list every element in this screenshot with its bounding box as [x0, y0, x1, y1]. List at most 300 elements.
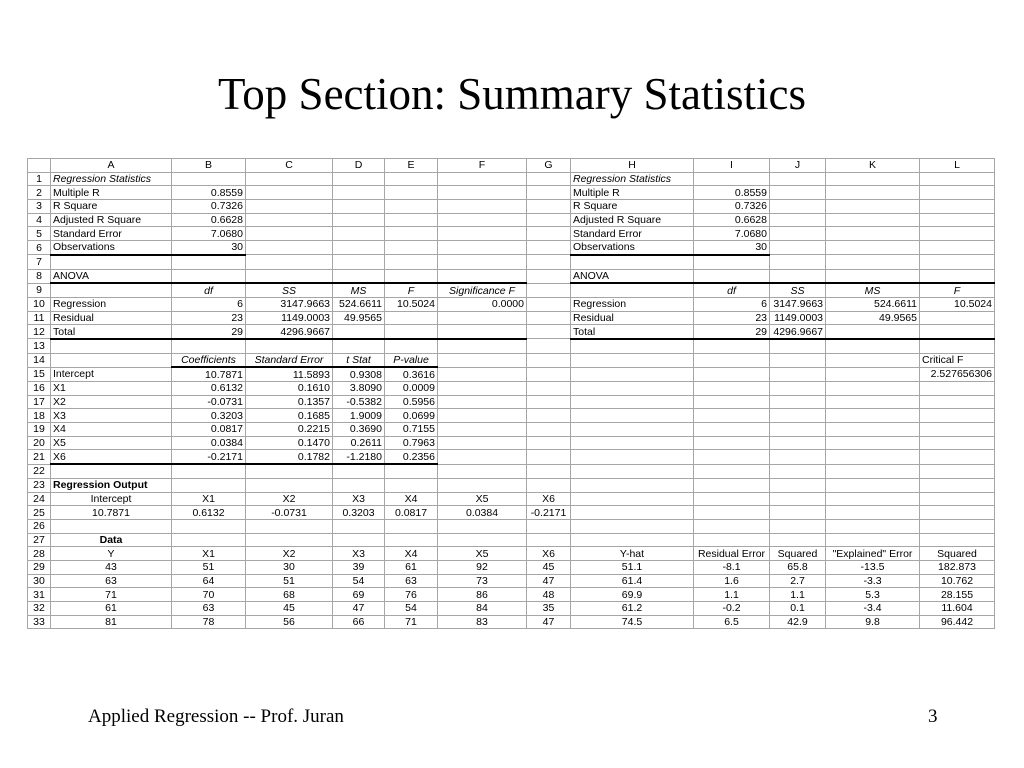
cell: Significance F: [438, 283, 527, 297]
cell: [770, 367, 826, 381]
cell: X5: [438, 492, 527, 506]
cell: [826, 200, 920, 214]
cell: [438, 464, 527, 478]
cell: Y-hat: [571, 547, 694, 561]
cell: Regression Output: [51, 478, 172, 492]
cell: [694, 353, 770, 367]
cell: [694, 395, 770, 409]
cell: [527, 269, 571, 283]
cell: [694, 519, 770, 533]
cell: [527, 255, 571, 269]
cell: [770, 339, 826, 353]
cell: 524.6611: [826, 297, 920, 311]
cell: [920, 311, 995, 325]
cell: 45: [527, 560, 571, 574]
cell: [527, 478, 571, 492]
cell: [385, 200, 438, 214]
cell: [920, 200, 995, 214]
cell: [246, 533, 333, 547]
sheet-row: [28, 533, 995, 547]
cell: [438, 213, 527, 227]
cell: [571, 409, 694, 423]
cell: [770, 409, 826, 423]
cell: X1: [172, 547, 246, 561]
cell: [438, 269, 527, 283]
cell: [438, 339, 527, 353]
cell: [920, 436, 995, 450]
cell: [826, 409, 920, 423]
cell: [385, 241, 438, 255]
cell: X1: [51, 382, 172, 396]
cell: [826, 339, 920, 353]
cell: [172, 255, 246, 269]
sheet-row: [28, 255, 995, 269]
cell: 56: [246, 615, 333, 629]
cell: Residual: [571, 311, 694, 325]
cell: [438, 533, 527, 547]
cell: [527, 533, 571, 547]
cell: [770, 533, 826, 547]
cell: [246, 172, 333, 186]
column-header: H: [571, 159, 694, 173]
cell: 43: [51, 560, 172, 574]
cell: 0.6132: [172, 382, 246, 396]
sheet-row: [28, 241, 995, 255]
cell: [826, 436, 920, 450]
cell: [333, 172, 385, 186]
cell: [246, 241, 333, 255]
cell: 5.3: [826, 588, 920, 602]
cell: [694, 172, 770, 186]
cell: [438, 200, 527, 214]
row-header: 3: [28, 200, 51, 214]
cell: [246, 339, 333, 353]
row-header: 16: [28, 382, 51, 396]
cell: [770, 450, 826, 464]
cell: X5: [51, 436, 172, 450]
cell: [571, 367, 694, 381]
cell: 0.7326: [172, 200, 246, 214]
row-header: 28: [28, 547, 51, 561]
cell: [826, 213, 920, 227]
row-header: 10: [28, 297, 51, 311]
cell: 6.5: [694, 615, 770, 629]
cell: [770, 436, 826, 450]
cell: 54: [333, 574, 385, 588]
cell: [527, 172, 571, 186]
cell: [385, 269, 438, 283]
sheet-row: [28, 395, 995, 409]
cell: [571, 382, 694, 396]
cell: 0.3203: [333, 506, 385, 520]
cell: -0.2171: [527, 506, 571, 520]
cell: [571, 283, 694, 297]
cell: X4: [385, 492, 438, 506]
row-header: 27: [28, 533, 51, 547]
cell: [826, 423, 920, 437]
cell: 74.5: [571, 615, 694, 629]
cell: [826, 186, 920, 200]
row-header: 20: [28, 436, 51, 450]
cell: 63: [172, 602, 246, 616]
cell: 0.2356: [385, 450, 438, 464]
cell: [826, 533, 920, 547]
cell: X1: [172, 492, 246, 506]
row-header: 26: [28, 519, 51, 533]
cell: [571, 478, 694, 492]
cell: [385, 172, 438, 186]
cell: [51, 464, 172, 478]
cell: [527, 519, 571, 533]
cell: [826, 395, 920, 409]
cell: [826, 464, 920, 478]
cell: 10.762: [920, 574, 995, 588]
cell: [51, 519, 172, 533]
cell: 47: [333, 602, 385, 616]
cell: Regression Statistics: [571, 172, 694, 186]
cell: [571, 423, 694, 437]
cell: [826, 353, 920, 367]
sheet-row: [28, 213, 995, 227]
cell: Intercept: [51, 367, 172, 381]
sheet-row: [28, 269, 995, 283]
cell: [385, 255, 438, 269]
cell: [333, 478, 385, 492]
cell: 84: [438, 602, 527, 616]
cell: [385, 325, 438, 339]
cell: [694, 533, 770, 547]
sheet-row: [28, 560, 995, 574]
cell: 68: [246, 588, 333, 602]
cell: 28.155: [920, 588, 995, 602]
row-header: 9: [28, 283, 51, 297]
cell: -0.0731: [246, 506, 333, 520]
cell: [246, 269, 333, 283]
sheet-row: [28, 547, 995, 561]
cell: [385, 311, 438, 325]
cell: Residual Error: [694, 547, 770, 561]
cell: [826, 478, 920, 492]
cell: 63: [51, 574, 172, 588]
row-header: 8: [28, 269, 51, 283]
sheet-row: [28, 450, 995, 464]
cell: Total: [571, 325, 694, 339]
cell: [333, 533, 385, 547]
cell: 0.0384: [172, 436, 246, 450]
cell: [333, 186, 385, 200]
cell: [527, 283, 571, 297]
cell: 6: [172, 297, 246, 311]
cell: [385, 213, 438, 227]
cell: [694, 492, 770, 506]
cell: 45: [246, 602, 333, 616]
cell: "Explained" Error: [826, 547, 920, 561]
cell: [527, 339, 571, 353]
sheet-row: [28, 602, 995, 616]
cell: 3147.9663: [770, 297, 826, 311]
cell: ANOVA: [51, 269, 172, 283]
cell: 0.1782: [246, 450, 333, 464]
cell: [527, 213, 571, 227]
cell: [527, 325, 571, 339]
cell: 3147.9663: [246, 297, 333, 311]
sheet-row: [28, 574, 995, 588]
cell: [920, 227, 995, 241]
cell: 92: [438, 560, 527, 574]
cell: [438, 241, 527, 255]
cell: 71: [51, 588, 172, 602]
cell: [527, 227, 571, 241]
column-header: I: [694, 159, 770, 173]
cell: [826, 367, 920, 381]
cell: [826, 492, 920, 506]
cell: [571, 506, 694, 520]
cell: -0.2: [694, 602, 770, 616]
row-header: 24: [28, 492, 51, 506]
cell: SS: [770, 283, 826, 297]
cell: [770, 213, 826, 227]
cell: 39: [333, 560, 385, 574]
cell: MS: [333, 283, 385, 297]
cell: X4: [51, 423, 172, 437]
cell: ANOVA: [571, 269, 694, 283]
cell: [246, 213, 333, 227]
cell: -0.2171: [172, 450, 246, 464]
cell: [527, 423, 571, 437]
cell: Adjusted R Square: [51, 213, 172, 227]
cell: 0.1357: [246, 395, 333, 409]
cell: [438, 423, 527, 437]
cell: 2.7: [770, 574, 826, 588]
cell: [920, 255, 995, 269]
cell: 10.7871: [172, 367, 246, 381]
cell: Intercept: [51, 492, 172, 506]
cell: [527, 382, 571, 396]
cell: 10.5024: [920, 297, 995, 311]
cell: 30: [172, 241, 246, 255]
cell: [51, 339, 172, 353]
sheet-row: [28, 283, 995, 297]
cell: [571, 395, 694, 409]
cell: [920, 325, 995, 339]
row-header: 30: [28, 574, 51, 588]
cell: [172, 478, 246, 492]
cell: 61.2: [571, 602, 694, 616]
cell: [571, 339, 694, 353]
cell: 78: [172, 615, 246, 629]
cell: [527, 311, 571, 325]
column-header: J: [770, 159, 826, 173]
cell: [770, 464, 826, 478]
cell: P-value: [385, 353, 438, 367]
cell: 7.0680: [172, 227, 246, 241]
row-header: 6: [28, 241, 51, 255]
cell: [333, 227, 385, 241]
cell: Total: [51, 325, 172, 339]
cell: [172, 533, 246, 547]
cell: [694, 367, 770, 381]
cell: Standard Error: [246, 353, 333, 367]
row-header: 19: [28, 423, 51, 437]
cell: [333, 241, 385, 255]
cell: [694, 450, 770, 464]
cell: 0.7963: [385, 436, 438, 450]
column-header: D: [333, 159, 385, 173]
cell: 0.0000: [438, 297, 527, 311]
cell: [826, 227, 920, 241]
cell: 0.6132: [172, 506, 246, 520]
cell: [438, 255, 527, 269]
cell: 61.4: [571, 574, 694, 588]
cell: [172, 172, 246, 186]
cell: 0.1: [770, 602, 826, 616]
cell: X5: [438, 547, 527, 561]
cell: F: [920, 283, 995, 297]
cell: 96.442: [920, 615, 995, 629]
cell: 70: [172, 588, 246, 602]
cell: 0.0817: [385, 506, 438, 520]
row-header: 18: [28, 409, 51, 423]
cell: 73: [438, 574, 527, 588]
cell: [694, 464, 770, 478]
cell: X3: [333, 547, 385, 561]
spreadsheet: [27, 158, 995, 629]
cell: [246, 519, 333, 533]
cell: 54: [385, 602, 438, 616]
cell: [920, 395, 995, 409]
cell: [246, 186, 333, 200]
cell: [920, 519, 995, 533]
row-header: 4: [28, 213, 51, 227]
cell: [246, 478, 333, 492]
cell: X6: [527, 492, 571, 506]
sheet-row: [28, 464, 995, 478]
cell: X3: [51, 409, 172, 423]
cell: [172, 269, 246, 283]
column-header: A: [51, 159, 172, 173]
cell: [826, 519, 920, 533]
column-header: K: [826, 159, 920, 173]
row-header: 12: [28, 325, 51, 339]
cell: R Square: [51, 200, 172, 214]
cell: 0.6628: [172, 213, 246, 227]
cell: F: [385, 283, 438, 297]
cell: SS: [246, 283, 333, 297]
cell: 1.6: [694, 574, 770, 588]
cell: [920, 339, 995, 353]
cell: Adjusted R Square: [571, 213, 694, 227]
cell: [571, 492, 694, 506]
row-header: 13: [28, 339, 51, 353]
sheet-row: [28, 325, 995, 339]
cell: Standard Error: [571, 227, 694, 241]
cell: [438, 395, 527, 409]
cell: 69.9: [571, 588, 694, 602]
row-header: 1: [28, 172, 51, 186]
cell: X2: [51, 395, 172, 409]
cell: 524.6611: [333, 297, 385, 311]
cell: [333, 519, 385, 533]
cell: [438, 478, 527, 492]
cell: [527, 464, 571, 478]
cell: [826, 241, 920, 255]
cell: [826, 382, 920, 396]
cell: [385, 186, 438, 200]
cell: [826, 450, 920, 464]
cell: [438, 367, 527, 381]
row-header: 23: [28, 478, 51, 492]
cell: [333, 464, 385, 478]
cell: 2.527656306: [920, 367, 995, 381]
cell: [246, 200, 333, 214]
cell: X6: [51, 450, 172, 464]
cell: [694, 506, 770, 520]
row-header: 33: [28, 615, 51, 629]
cell: [438, 450, 527, 464]
cell: [770, 227, 826, 241]
cell: [920, 533, 995, 547]
cell: [571, 450, 694, 464]
row-header: 7: [28, 255, 51, 269]
cell: [172, 519, 246, 533]
cell: [770, 382, 826, 396]
cell: [385, 519, 438, 533]
sheet-row: [28, 353, 995, 367]
cell: [826, 325, 920, 339]
cell: [385, 464, 438, 478]
cell: [333, 200, 385, 214]
row-header: 32: [28, 602, 51, 616]
cell: 66: [333, 615, 385, 629]
cell: [246, 464, 333, 478]
sheet-row: [28, 409, 995, 423]
cell: 61: [51, 602, 172, 616]
sheet-row: [28, 186, 995, 200]
cell: 10.7871: [51, 506, 172, 520]
cell: [694, 255, 770, 269]
cell: 47: [527, 615, 571, 629]
sheet-row: [28, 172, 995, 186]
cell: 69: [333, 588, 385, 602]
row-header: 14: [28, 353, 51, 367]
cell: 35: [527, 602, 571, 616]
cell: [920, 450, 995, 464]
cell: MS: [826, 283, 920, 297]
corner-cell: [28, 159, 51, 173]
cell: [571, 533, 694, 547]
cell: 61: [385, 560, 438, 574]
cell: 4296.9667: [770, 325, 826, 339]
row-header: 25: [28, 506, 51, 520]
cell: [438, 227, 527, 241]
row-header: 22: [28, 464, 51, 478]
row-header: 29: [28, 560, 51, 574]
cell: Multiple R: [51, 186, 172, 200]
cell: 9.8: [826, 615, 920, 629]
cell: 76: [385, 588, 438, 602]
sheet-row: [28, 200, 995, 214]
cell: [920, 213, 995, 227]
cell: [571, 353, 694, 367]
cell: 71: [385, 615, 438, 629]
cell: [527, 200, 571, 214]
cell: -3.4: [826, 602, 920, 616]
cell: 30: [694, 241, 770, 255]
cell: [920, 464, 995, 478]
cell: X6: [527, 547, 571, 561]
cell: [527, 395, 571, 409]
sheet-row: [28, 588, 995, 602]
